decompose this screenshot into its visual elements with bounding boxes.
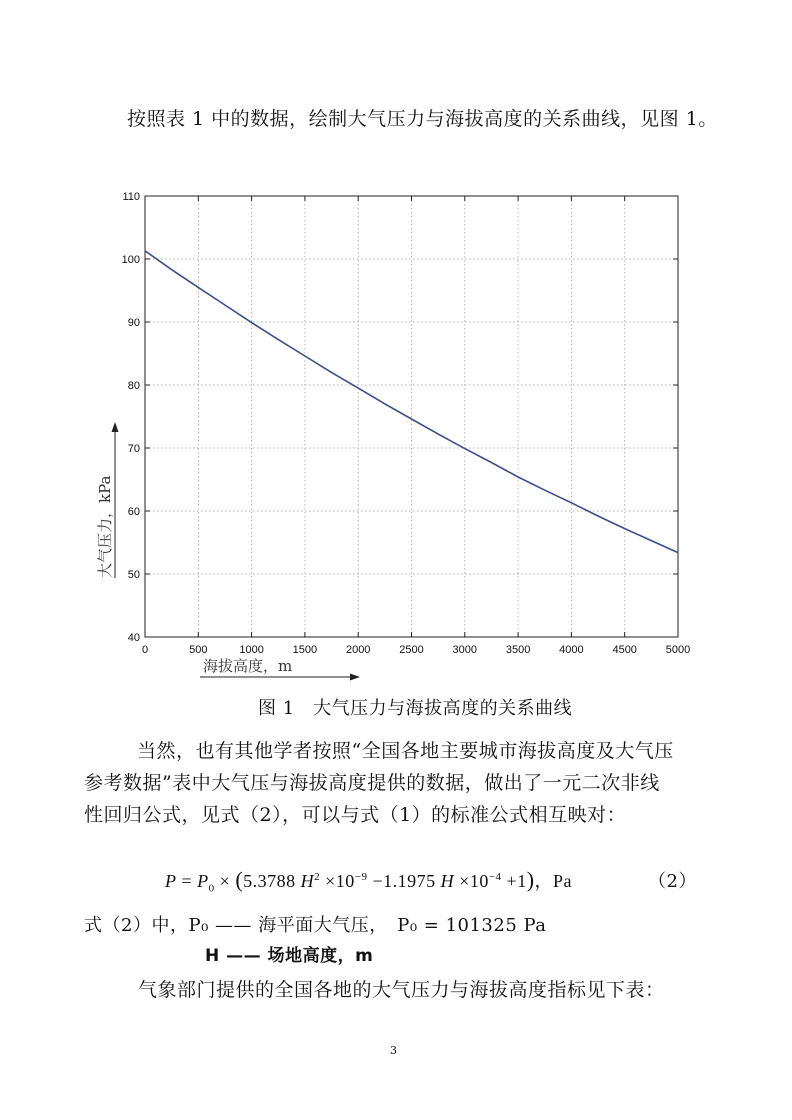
x-tick-label: 3000 (452, 644, 478, 656)
paragraph-line: 性回归公式，见式（2），可以与式（1）的标准公式相互映对： (84, 804, 627, 826)
y-tick-label: 80 (127, 380, 140, 392)
x-tick-label: 1000 (239, 644, 264, 656)
intro-paragraph: 按照表 1 中的数据，绘制大气压力与海拔高度的关系曲线，见图 1。 (127, 108, 718, 130)
x-tick-label: 4500 (612, 644, 637, 656)
y-tick-label: 70 (127, 443, 140, 455)
y-tick-label: 60 (127, 506, 140, 518)
formula-coef1: 5.3788 (243, 871, 296, 891)
x-tick-label: 1500 (292, 644, 318, 656)
where-h: H —— 场地高度，m (205, 946, 374, 966)
y-tick-label: 50 (127, 569, 140, 581)
paragraph-line: 参考数据”表中大气压与海拔高度提供的数据，做出了一元二次非线 (84, 772, 660, 794)
y-tick-label: 90 (127, 317, 140, 329)
equation-number: （2） (648, 871, 697, 892)
x-axis-label: 海拔高度，m (203, 657, 293, 675)
x-tick-label: 0 (141, 644, 149, 656)
formula-p0-sub: 0 (208, 882, 215, 895)
formula-sq: 2 (314, 871, 321, 883)
formula-coef2: −1.1975 (372, 871, 436, 891)
y-axis-label: 大气压力，kPa (96, 475, 114, 578)
formula-pow2: ×10 (459, 871, 489, 891)
paragraph-line: 当然，也有其他学者按照“全国各地主要城市海拔高度及大气压 (137, 740, 674, 762)
where-p0: 式（2）中，P₀ —— 海平面大气压， P₀ = 101325 Pa (84, 915, 547, 936)
y-tick-label: 110 (122, 191, 140, 203)
x-tick-label: 2500 (399, 644, 424, 656)
x-arrow-head (350, 674, 360, 681)
x-tick-label: 3500 (505, 644, 531, 656)
paragraph-table-intro: 气象部门提供的全国各地的大气压力与海拔高度指标见下表： (138, 979, 665, 1001)
page-number: 3 (390, 1044, 398, 1057)
formula-p0: P (197, 871, 209, 891)
formula-2: $P = P_0 \times (5.3788$ $H^2 \times 10^{-9} -1.1975$ $H \times 10^{-4} +1$)，Pa (165, 867, 573, 895)
formula-const: +1 (506, 871, 527, 891)
y-tick-label: 100 (121, 254, 140, 266)
x-tick-label: 2000 (345, 644, 371, 656)
y-tick-label: 40 (127, 632, 140, 644)
formula-exp1: −9 (354, 871, 368, 883)
x-tick-label: 5000 (665, 644, 691, 656)
formula-pow1: ×10 (325, 871, 355, 891)
x-tick-label: 4000 (559, 644, 584, 656)
formula-lhs: P (165, 871, 177, 891)
y-arrow-head (112, 422, 119, 432)
formula-exp2: −4 (488, 871, 502, 883)
formula-unit: ，Pa (534, 871, 573, 891)
formula-h2: H (440, 871, 455, 891)
figure-caption: 图 1 大气压力与海拔高度的关系曲线 (258, 698, 573, 719)
formula-h1: H (300, 871, 315, 891)
paragraph-regression (84, 735, 704, 831)
x-tick-label: 500 (189, 644, 208, 656)
